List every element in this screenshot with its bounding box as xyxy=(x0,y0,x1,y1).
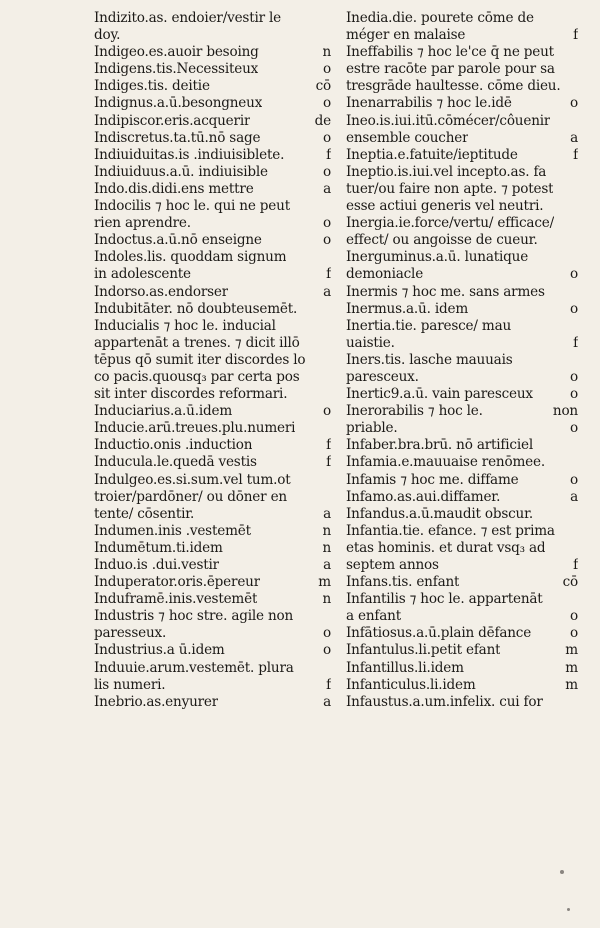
entry-text: Indigeo.es.auoir besoing xyxy=(94,44,259,61)
dictionary-line xyxy=(346,198,578,215)
dictionary-line xyxy=(346,61,578,78)
entry-text: lis numeri. xyxy=(94,676,166,693)
gender-marker: o xyxy=(323,215,331,232)
dictionary-line xyxy=(346,437,578,454)
dictionary-line xyxy=(94,557,331,574)
entry-text: Indiuiduitas.is .indiuisiblete. xyxy=(94,146,285,163)
dictionary-line xyxy=(94,523,331,540)
dictionary-line xyxy=(346,625,578,642)
entry-text: Indiuiduus.a.ū. indiuisible xyxy=(94,163,268,180)
dictionary-line xyxy=(346,232,578,249)
dictionary-line xyxy=(346,472,578,489)
entry-text: Infantulus.li.petit efant xyxy=(346,642,501,659)
gender-marker: a xyxy=(323,557,331,573)
gender-marker: o xyxy=(323,625,331,642)
dictionary-line xyxy=(94,113,331,130)
dictionary-line xyxy=(94,198,331,215)
entry-text: uaistie. xyxy=(346,334,395,351)
gender-marker: f xyxy=(573,334,578,351)
dictionary-line xyxy=(346,420,578,437)
dictionary-line xyxy=(346,266,578,283)
dictionary-line xyxy=(94,540,331,557)
dictionary-line xyxy=(94,249,331,266)
gender-marker: o xyxy=(323,232,331,249)
gender-marker: a xyxy=(323,180,331,197)
dictionary-line xyxy=(346,386,578,403)
ink-speck xyxy=(567,908,570,911)
entry-text: Infantillus.li.idem xyxy=(346,659,464,676)
gender-marker: f xyxy=(326,454,331,471)
entry-text: Indulgeo.es.si.sum.vel tum.ot xyxy=(94,471,291,488)
gender-marker: non xyxy=(552,403,578,420)
entry-text: Infamis ⁊ hoc me. diffame xyxy=(346,471,519,488)
entry-text: Inenarrabilis ⁊ hoc le.idē xyxy=(346,95,512,112)
entry-text: Infanticulus.li.idem xyxy=(346,676,476,693)
gender-marker: f xyxy=(326,266,331,283)
dictionary-line xyxy=(94,660,331,677)
entry-text: Infamo.as.aui.diffamer. xyxy=(346,488,501,505)
dictionary-line xyxy=(94,386,331,403)
dictionary-line xyxy=(346,506,578,523)
dictionary-line xyxy=(346,677,578,694)
dictionary-line xyxy=(94,420,331,437)
entry-text: Indocilis ⁊ hoc le. qui ne peut xyxy=(94,198,290,215)
dictionary-line xyxy=(94,61,331,78)
dictionary-line xyxy=(346,369,578,386)
gender-marker: o xyxy=(570,386,578,403)
entry-text: Inertic9.a.ū. vain paresceux xyxy=(346,386,533,403)
entry-text: Induframē.inis.vestemēt xyxy=(94,591,258,608)
entry-text: in adolescente xyxy=(94,266,191,283)
dictionary-line xyxy=(94,10,331,27)
entry-text: Iners.tis. lasche mauuais xyxy=(346,351,513,368)
dictionary-line xyxy=(346,10,578,27)
entry-text: Inerorabilis ⁊ hoc le. xyxy=(346,403,483,420)
dictionary-line xyxy=(346,608,578,625)
entry-text: Infaustus.a.um.infelix. cui for xyxy=(346,693,543,710)
dictionary-line xyxy=(346,215,578,232)
dictionary-line xyxy=(346,164,578,181)
entry-text: Inedia.die. pourete cōme de xyxy=(346,10,534,26)
gender-marker: o xyxy=(570,471,578,488)
dictionary-line xyxy=(346,78,578,95)
gender-marker: o xyxy=(570,420,578,437)
gender-marker: m xyxy=(565,642,578,659)
gender-marker: n xyxy=(322,522,331,539)
entry-text: rien aprendre. xyxy=(94,215,191,232)
entry-text: septem annos xyxy=(346,557,439,573)
dictionary-line xyxy=(346,557,578,574)
entry-text: doy. xyxy=(94,27,121,44)
dictionary-line xyxy=(346,113,578,130)
entry-text: Inducialis ⁊ hoc le. inducial xyxy=(94,317,276,334)
dictionary-line xyxy=(94,181,331,198)
gender-marker: o xyxy=(570,368,578,385)
gender-marker: a xyxy=(570,129,578,146)
ink-speck xyxy=(560,870,564,874)
entry-text: Indigens.tis.Necessiteux xyxy=(94,61,259,78)
gender-marker: o xyxy=(323,95,331,112)
entry-text: Indignus.a.ū.besongneux xyxy=(94,95,263,112)
entry-text: Infantilis ⁊ hoc le. appartenāt xyxy=(346,591,543,608)
dictionary-line xyxy=(94,164,331,181)
gender-marker: o xyxy=(570,608,578,625)
dictionary-line xyxy=(94,574,331,591)
entry-text: Indorso.as.endorser xyxy=(94,283,229,300)
entry-text: Inertia.tie. paresce/ mau xyxy=(346,317,512,334)
entry-text: demoniacle xyxy=(346,266,424,283)
dictionary-line xyxy=(346,591,578,608)
entry-text: Indizito.as. endoier/vestir le xyxy=(94,10,282,26)
dictionary-line xyxy=(94,284,331,301)
dictionary-line xyxy=(346,147,578,164)
dictionary-line xyxy=(346,130,578,147)
entry-text: méger en malaise xyxy=(346,27,466,44)
gender-marker: o xyxy=(323,642,331,659)
entry-text: Ineo.is.iui.itū.cōmécer/côuenir xyxy=(346,112,551,129)
dictionary-line xyxy=(94,130,331,147)
entry-text: Inerguminus.a.ū. lunatique xyxy=(346,249,529,266)
entry-text: Inductio.onis .induction xyxy=(94,437,253,454)
entry-text: appartenāt a trenes. ⁊ dicit illō xyxy=(94,334,300,351)
dictionary-line xyxy=(94,454,331,471)
dictionary-line xyxy=(346,694,578,711)
gender-marker: o xyxy=(570,300,578,317)
dictionary-line xyxy=(346,574,578,591)
entry-text: Infaber.bra.brū. nō artificiel xyxy=(346,437,533,454)
dictionary-line xyxy=(346,523,578,540)
entry-text: Induo.is .dui.vestir xyxy=(94,557,219,573)
gender-marker: n xyxy=(322,591,331,608)
entry-text: Inducula.le.quedā vestis xyxy=(94,454,257,471)
dictionary-line xyxy=(94,27,331,44)
dictionary-line xyxy=(346,95,578,112)
entry-text: tente/ cōsentir. xyxy=(94,505,195,522)
entry-text: Indoles.lis. quoddam signum xyxy=(94,249,287,266)
entry-text: Indubitāter. nō doubteusemēt. xyxy=(94,300,298,317)
dictionary-line xyxy=(346,540,578,557)
entry-text: Indiscretus.ta.tū.nō sage xyxy=(94,129,261,146)
dictionary-line xyxy=(346,181,578,198)
dictionary-line xyxy=(346,301,578,318)
entry-text: Inebrio.as.enyurer xyxy=(94,693,219,710)
entry-text: Industris ⁊ hoc stre. agile non xyxy=(94,608,294,625)
entry-text: Indoctus.a.ū.nō enseigne xyxy=(94,232,262,249)
gender-marker: o xyxy=(570,266,578,283)
dictionary-line xyxy=(346,318,578,335)
gender-marker: cō xyxy=(315,78,331,95)
entry-text: ensemble coucher xyxy=(346,129,469,146)
entry-text: Inergia.ie.force/vertu/ efficace/ xyxy=(346,215,554,232)
entry-text: Inermus.a.ū. idem xyxy=(346,300,469,317)
right-dictionary-column xyxy=(346,10,578,711)
dictionary-line xyxy=(94,642,331,659)
entry-text: Infans.tis. enfant xyxy=(346,574,460,591)
entry-text: Indumen.inis .vestemēt xyxy=(94,522,251,539)
gender-marker: a xyxy=(323,505,331,522)
gender-marker: n xyxy=(322,539,331,556)
gender-marker: m xyxy=(565,676,578,693)
gender-marker: f xyxy=(573,27,578,44)
gender-marker: n xyxy=(322,44,331,61)
entry-text: Ineffabilis ⁊ hoc le'ce q̄ ne peut xyxy=(346,44,554,61)
dictionary-line xyxy=(94,369,331,386)
gender-marker: a xyxy=(323,693,331,710)
dictionary-line xyxy=(94,403,331,420)
dictionary-line xyxy=(94,677,331,694)
dictionary-line xyxy=(94,335,331,352)
dictionary-line xyxy=(346,352,578,369)
gender-marker: o xyxy=(323,129,331,146)
dictionary-line xyxy=(94,506,331,523)
gender-marker: o xyxy=(570,625,578,642)
dictionary-line xyxy=(346,642,578,659)
gender-marker: o xyxy=(323,61,331,78)
entry-text: Ineptio.is.iui.vel incepto.as. fa xyxy=(346,163,547,180)
gender-marker: f xyxy=(326,437,331,454)
gender-marker: o xyxy=(323,163,331,180)
dictionary-line xyxy=(346,454,578,471)
entry-text: paresseux. xyxy=(94,625,167,642)
gender-marker: f xyxy=(326,676,331,693)
entry-text: tuer/ou faire non apte. ⁊ potest xyxy=(346,180,554,197)
entry-text: Industrius.a ū.idem xyxy=(94,642,225,659)
dictionary-line xyxy=(94,608,331,625)
gender-marker: f xyxy=(573,146,578,163)
dictionary-line xyxy=(346,335,578,352)
dictionary-line xyxy=(346,489,578,506)
gender-marker: o xyxy=(570,95,578,112)
entry-text: tēpus qō sumit iter discordes lo xyxy=(94,351,306,368)
dictionary-line xyxy=(94,215,331,232)
gender-marker: a xyxy=(570,488,578,505)
dictionary-line xyxy=(94,694,331,711)
gender-marker: m xyxy=(318,574,331,591)
entry-text: effect/ ou angoisse de cueur. xyxy=(346,232,538,249)
left-dictionary-column xyxy=(94,10,331,711)
entry-text: Indumētum.ti.idem xyxy=(94,539,223,556)
gender-marker: o xyxy=(323,403,331,420)
dictionary-line xyxy=(94,318,331,335)
entry-text: Induperator.oris.ēpereur xyxy=(94,574,261,591)
dictionary-line xyxy=(94,266,331,283)
gender-marker: f xyxy=(326,146,331,163)
dictionary-line xyxy=(94,78,331,95)
entry-text: Infātiosus.a.ū.plain dēfance xyxy=(346,625,532,642)
entry-text: troier/pardōner/ ou dōner en xyxy=(94,488,287,505)
gender-marker: de xyxy=(314,112,331,129)
gender-marker: m xyxy=(565,659,578,676)
dictionary-line xyxy=(94,44,331,61)
dictionary-line xyxy=(94,489,331,506)
entry-text: Indiges.tis. deitie xyxy=(94,78,210,95)
dictionary-line xyxy=(94,352,331,369)
dictionary-line xyxy=(94,147,331,164)
entry-text: Indo.dis.didi.ens mettre xyxy=(94,180,254,197)
entry-text: paresceux. xyxy=(346,368,419,385)
entry-text: tresgrāde haultesse. cōme dieu. xyxy=(346,78,561,95)
entry-text: Infantia.tie. efance. ⁊ est prima xyxy=(346,522,555,539)
dictionary-line xyxy=(346,403,578,420)
dictionary-line xyxy=(346,284,578,301)
entry-text: Inermis ⁊ hoc me. sans armes xyxy=(346,283,545,300)
gender-marker: f xyxy=(573,557,578,573)
entry-text: Infandus.a.ū.maudit obscur. xyxy=(346,505,534,522)
entry-text: a enfant xyxy=(346,608,401,625)
entry-text: etas hominis. et durat vsq₃ ad xyxy=(346,539,546,556)
entry-text: Infamia.e.mauuaise renōmee. xyxy=(346,454,545,471)
dictionary-line xyxy=(346,44,578,61)
entry-text: priable. xyxy=(346,420,398,437)
entry-text: estre racōte par parole pour sa xyxy=(346,61,555,78)
dictionary-line xyxy=(94,301,331,318)
entry-text: Induciarius.a.ū.idem xyxy=(94,403,233,420)
gender-marker: cō xyxy=(562,574,578,591)
dictionary-line xyxy=(94,95,331,112)
entry-text: Indipiscor.eris.acquerir xyxy=(94,112,251,129)
dictionary-line xyxy=(94,472,331,489)
dictionary-line xyxy=(346,249,578,266)
entry-text: sit inter discordes reformari. xyxy=(94,386,288,403)
entry-text: esse actiui generis vel neutri. xyxy=(346,198,544,215)
gender-marker: a xyxy=(323,283,331,300)
entry-text: co pacis.quousq₃ par certa pos xyxy=(94,368,300,385)
dictionary-line xyxy=(346,660,578,677)
dictionary-line xyxy=(94,232,331,249)
entry-text: Inducie.arū.treues.plu.numeri xyxy=(94,420,296,437)
dictionary-line xyxy=(94,591,331,608)
dictionary-line xyxy=(94,625,331,642)
entry-text: Induuie.arum.vestemēt. plura xyxy=(94,659,294,676)
dictionary-line xyxy=(94,437,331,454)
dictionary-line xyxy=(346,27,578,44)
entry-text: Ineptia.e.fatuite/ieptitude xyxy=(346,146,518,163)
